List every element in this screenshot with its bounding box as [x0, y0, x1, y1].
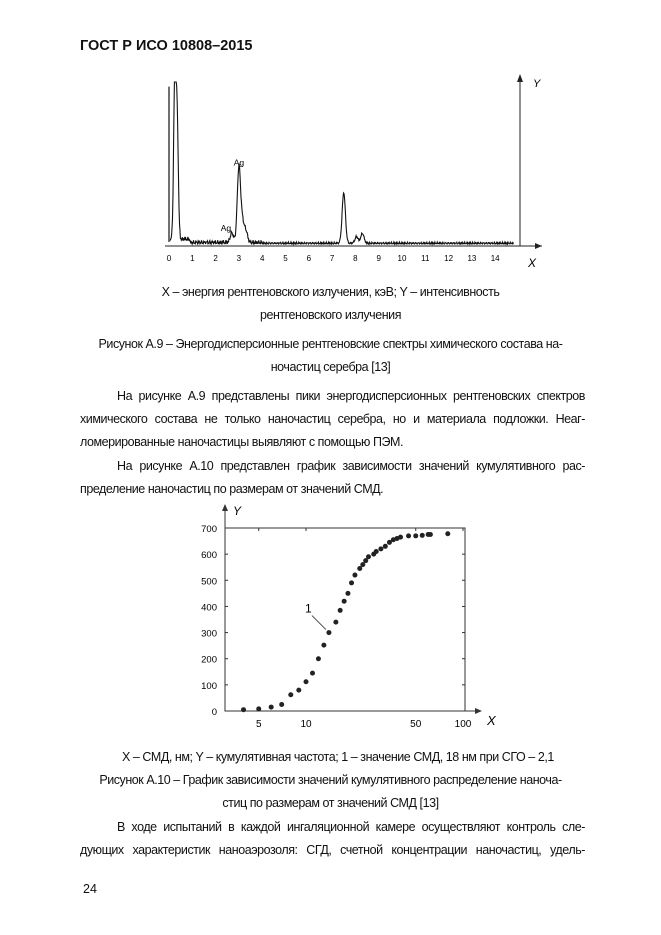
data-point [296, 688, 301, 693]
x-tick-label: 11 [421, 254, 430, 263]
x-tick-label: 12 [444, 254, 454, 263]
data-point [342, 599, 347, 604]
y-axis-label: Y [233, 504, 242, 518]
x-tick-label: 5 [255, 719, 262, 730]
data-point [338, 608, 343, 613]
x-tick-label: 3 [236, 254, 242, 263]
y-axis-arrow-icon [222, 504, 228, 511]
y-tick-label: 100 [201, 680, 217, 692]
x-tick-label: 14 [490, 254, 500, 263]
data-point [406, 533, 411, 538]
x-tick-label: 2 [213, 254, 218, 263]
data-point [420, 533, 425, 538]
x-tick-label: 8 [353, 254, 358, 263]
x-tick-label: 6 [306, 254, 312, 263]
data-point [256, 706, 261, 711]
fig10-caption: X – СМД, нм; Y – кумулятивная частота; 1 – значение СМД, 18 нм при СГО – 2,1 [122, 750, 554, 764]
paragraph-line: На рисунке А.10 представлен график зависимости значений кумулятивного рас- [117, 459, 585, 473]
fig10-title: Рисунок А.10 – График зависимости значений кумулятивного распределение наноча- [99, 773, 562, 787]
peak-label: Ag [220, 223, 232, 234]
x-axis-label: X [528, 256, 537, 270]
paragraph-line: В ходе испытаний в каждой ингаляционной камере осуществляют контроль сле- [117, 820, 585, 834]
data-point [288, 692, 293, 697]
x-tick-label: 0 [166, 254, 172, 263]
x-tick-label: 9 [376, 254, 381, 263]
data-point [374, 549, 379, 554]
cumulative-chart [200, 500, 500, 735]
data-point [345, 591, 350, 596]
x-tick-label: 50 [410, 719, 422, 730]
data-point [321, 643, 326, 648]
data-point [445, 531, 450, 536]
fig10-title: стиц по размерам от значений СМД [13] [222, 796, 439, 810]
x-axis-arrow-icon [535, 243, 542, 249]
y-tick-label: 500 [201, 576, 217, 588]
y-tick-label: 0 [211, 707, 217, 718]
x-tick-label: 1 [190, 254, 195, 263]
y-tick-label: 200 [201, 654, 217, 666]
page-number: 24 [83, 882, 97, 896]
data-point [366, 554, 371, 559]
data-point [304, 679, 309, 684]
data-point [352, 573, 357, 578]
paragraph-line: ломерированные наночастицы выявляют с помощью ПЭМ. [80, 435, 404, 449]
paragraph-line: химического состава не только наночастиц серебра, но и материала подложки. Неаг- [80, 412, 585, 426]
y-tick-label: 300 [201, 628, 217, 640]
y-tick-label: 600 [201, 550, 217, 562]
spectrum-chart [150, 70, 560, 270]
plot-frame [225, 528, 465, 711]
data-point [383, 544, 388, 549]
annotation-label: 1 [304, 601, 312, 616]
x-tick-label: 10 [300, 719, 312, 730]
x-axis-label: X [487, 713, 496, 728]
y-tick-label: 700 [201, 524, 217, 535]
data-point [241, 707, 246, 712]
data-point [326, 630, 331, 635]
paragraph-line: пределение наночастиц по размерам от значений СМД. [80, 482, 384, 496]
y-tick-label: 400 [201, 602, 217, 614]
data-point [428, 532, 433, 537]
x-tick-label: 100 [454, 719, 472, 730]
y-axis-label: Y [533, 78, 541, 90]
data-point [316, 656, 321, 661]
spectrum-line [170, 82, 513, 244]
fig9-caption: рентгеновского излучения [259, 308, 402, 322]
paragraph-line: На рисунке А.9 представлены пики энергодисперсионных рентгеновских спектров [117, 389, 585, 403]
fig9-caption: X – энергия рентгеновского излучения, кэВ; Y – интенсивность [161, 285, 500, 299]
data-point [310, 671, 315, 676]
data-point [279, 702, 284, 707]
fig9-title: ночастиц серебра [13] [270, 360, 391, 374]
fig9-title: Рисунок А.9 – Энергодисперсионные рентгеновские спектры химического состава на- [98, 337, 563, 351]
data-point [413, 533, 418, 538]
x-tick-label: 7 [329, 254, 335, 263]
data-point [398, 535, 403, 540]
data-point [349, 580, 354, 585]
x-tick-label: 10 [397, 254, 407, 263]
x-tick-label: 5 [283, 254, 288, 263]
annotation-leader [312, 616, 326, 630]
data-point [269, 705, 274, 710]
x-axis-arrow-icon [475, 708, 482, 714]
x-tick-label: 13 [467, 254, 477, 263]
data-point [333, 620, 338, 625]
y-axis-arrow-icon [517, 74, 523, 82]
data-point [378, 546, 383, 551]
data-point [357, 566, 362, 571]
document-header: ГОСТ Р ИСО 10808–2015 [80, 38, 253, 54]
peak-label: Ag [233, 157, 245, 168]
paragraph-line: дующих характеристик наноаэрозоля: СГД, счетной концентрации наночастиц, удель- [80, 843, 585, 857]
x-tick-label: 4 [259, 254, 265, 263]
